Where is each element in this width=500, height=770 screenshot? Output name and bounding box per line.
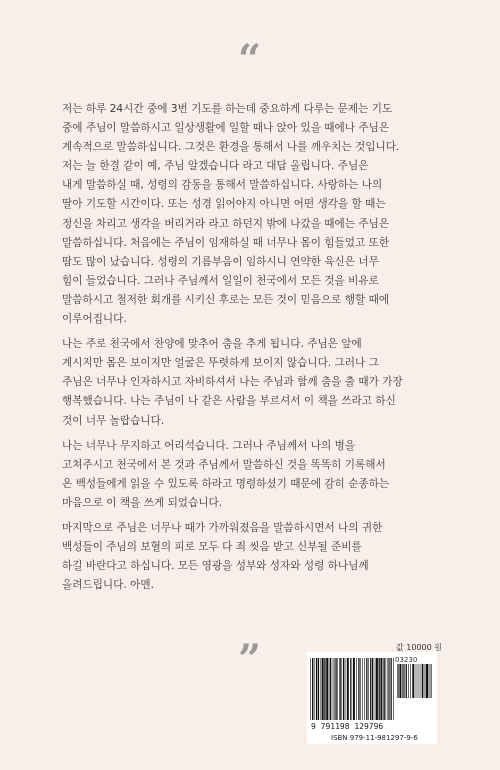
isbn-number: ISBN 979-11-981297-9-6 (331, 734, 418, 742)
barcode-bar (345, 658, 346, 720)
paragraph (62, 100, 442, 329)
text-line: 정신을 차리고 생각을 버리거라 라고 하던지 밖에 나갔을 때에는 주님은 (62, 217, 390, 230)
barcode-bar (366, 658, 367, 720)
barcode-bar (333, 658, 334, 720)
barcode-addon-digits: 03230 (395, 656, 418, 664)
barcode-bar (431, 664, 432, 698)
text-line: 백성들이 주님의 보혈의 피로 모두 다 죄 씻음 받고 신부될 준비를 (62, 541, 362, 554)
barcode-bar (399, 664, 401, 698)
text-line: 계속적으로 말씀하십니다. 그것은 환경을 통해서 나를 깨우치는 것입니다. (62, 141, 400, 154)
barcode-bar (410, 664, 411, 698)
barcode-bar (375, 658, 376, 720)
barcode-bar (335, 658, 336, 720)
barcode-bars (310, 658, 394, 720)
barcode-bar (353, 658, 355, 720)
text-line: 주님은 너무나 인자하시고 자비하셔서 나는 주님과 함께 춤을 출 때가 가장 (62, 376, 403, 389)
text-line: 고쳐주시고 천국에서 본 것과 주님께서 말씀하신 것을 똑똑히 기록해서 (62, 458, 386, 471)
barcode-bar (360, 658, 361, 720)
text-line: 나는 주로 천국에서 찬양에 맞추어 춤을 추게 됩니다. 주님은 앞에 (62, 338, 362, 351)
barcode-bar (339, 658, 340, 720)
barcode-bar (347, 658, 349, 720)
text-line: 마음으로 이 책을 쓰게 되었습니다. (62, 496, 223, 509)
barcode-bar (364, 658, 365, 720)
barcode-bar (393, 658, 394, 720)
barcode-bar (330, 658, 331, 720)
barcode-bar (370, 658, 371, 720)
text-line: 행복했습니다. 나는 주님이 나 같은 사람을 부르셔서 이 책을 쓰라고 하신 (62, 395, 396, 408)
barcode-bar (324, 658, 325, 720)
barcode-bar (398, 664, 399, 698)
barcode-bar (388, 658, 389, 720)
barcode-bar (418, 664, 419, 698)
text-line: 딸아 기도할 시간이다. 또는 성경 읽어야지 아니면 어떤 생각을 할 때는 (62, 198, 386, 211)
back-cover-text (62, 100, 442, 601)
text-line: 땀도 많이 났습니다. 성령의 기름부음이 임하시니 연약한 육신은 너무 (62, 255, 379, 268)
text-line: 이루어집니다. (62, 313, 127, 326)
barcode-bar (329, 658, 330, 720)
barcode-bar (316, 658, 317, 720)
barcode-bar (379, 658, 380, 720)
barcode-bar (404, 664, 405, 698)
barcode-bar (426, 664, 428, 698)
barcode-bar (430, 664, 431, 698)
barcode-bar (368, 658, 369, 720)
opening-quote-mark: “ (238, 36, 262, 83)
barcode-bar (334, 658, 335, 720)
barcode-bar (314, 658, 315, 720)
barcode-bar (391, 658, 392, 720)
text-line: 것이 너무 놀랍습니다. (62, 414, 165, 427)
isbn-barcode (307, 652, 437, 744)
barcode-bar (420, 664, 421, 698)
barcode-bar (425, 664, 426, 698)
barcode-bar (380, 658, 382, 720)
barcode-bar (376, 658, 378, 720)
text-line: 중에 주님이 말씀하시고 일상생활에 일할 때나 앉아 있을 때에나 주님은 (62, 122, 390, 135)
barcode-bar (412, 664, 414, 698)
barcode-bar (312, 658, 313, 720)
barcode-bar (389, 658, 390, 720)
barcode-bar (387, 658, 388, 720)
text-line: 말씀하시고 철저한 회개를 시키신 후로는 모든 것이 믿음으로 행할 때에 (62, 293, 390, 306)
barcode-bar (383, 658, 384, 720)
text-line: 온 백성들에게 읽을 수 있도록 하라고 명령하셨기 때문에 감히 순종하는 (62, 477, 390, 490)
text-line: 하길 바란다고 하십니다. 모든 영광을 성부와 성자와 성령 하나님께 (62, 560, 369, 573)
text-line: 내게 말씀하실 때, 성령의 감동을 통해서 말씀하십니다. 사랑하는 나의 (62, 179, 383, 192)
paragraph (62, 437, 442, 513)
barcode-bar (429, 664, 430, 698)
barcode-bar (397, 664, 398, 698)
text-line: 저는 늘 한결 같이 예, 주님 알겠습니다 라고 대답 올립니다. 주님은 (62, 160, 369, 173)
text-line: 올려드립니다. 아멘. (62, 579, 154, 592)
barcode-bar (318, 658, 319, 720)
barcode-bar (402, 664, 403, 698)
text-line: 나는 너무나 무지하고 어리석습니다. 그러나 주님께서 나의 병을 (62, 439, 356, 452)
barcode-digits: 9 791198 129796 (311, 722, 384, 731)
text-line: 계시지만 몸은 보이지만 얼굴은 뚜렷하게 보이지 않습니다. 그러나 그 (62, 357, 379, 370)
price-label: 값 10000 원 (396, 643, 442, 652)
barcode-bar (322, 658, 324, 720)
barcode-bar (384, 658, 385, 720)
barcode-bar (336, 658, 337, 720)
text-line: 마지막으로 주님은 너무나 때가 가까워졌음을 말씀하시면서 나의 귀한 (62, 521, 383, 534)
barcode-bar (362, 658, 363, 720)
barcode-bar (321, 658, 322, 720)
barcode-bar (416, 664, 417, 698)
closing-quote-mark: ” (238, 636, 262, 683)
barcode-bar (403, 664, 404, 698)
text-line: 힘이 들었습니다. 그러나 주님께서 일일이 천국에서 모든 것을 비유로 (62, 274, 379, 287)
barcode-bar (350, 658, 351, 720)
barcode-bar (310, 658, 311, 720)
barcode-bar (372, 658, 373, 720)
paragraph (62, 519, 442, 595)
barcode-bar (424, 664, 425, 698)
barcode-bar (408, 664, 409, 698)
barcode-bar (343, 658, 344, 720)
paragraph (62, 335, 442, 430)
barcode-bar (406, 664, 407, 698)
barcode-bar (422, 664, 423, 698)
barcode-bar (356, 658, 357, 720)
text-line: 저는 하루 24시간 중에 3번 기도를 하는데 중요하게 다루는 문제는 기도 (62, 103, 393, 115)
text-line: 말씀하십니다. 처음에는 주님이 임재하실 때 너무나 몸이 힘들었고 또한 (62, 236, 390, 249)
barcode-bar (340, 658, 341, 720)
barcode-bar (326, 658, 328, 720)
barcode-addon-bars (397, 664, 433, 698)
barcode-bar (358, 658, 359, 720)
